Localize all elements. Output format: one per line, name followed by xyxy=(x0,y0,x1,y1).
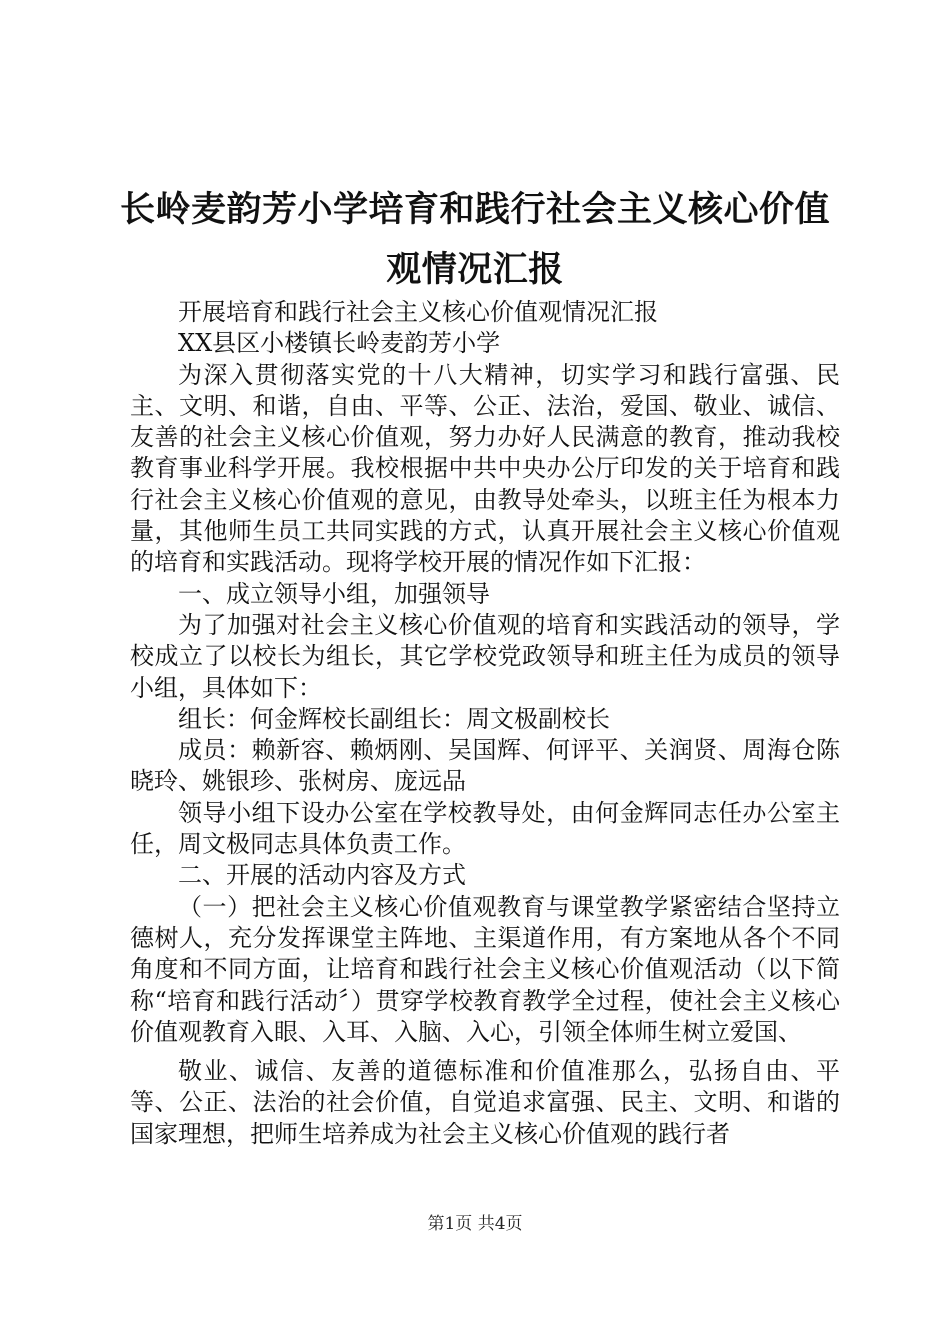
paragraph-leaders: 组长：何金辉校长副组长：周文极副校长 xyxy=(178,704,610,733)
paragraph-activity-1-cont: 敬业、诚信、友善的道德标准和价值准那么，弘扬自由、平等、公正、法治的社会价值，自觉追求富强、民主、文明、和谐的国家理想，把师生培养成为社会主义核心价值观的践行者 xyxy=(130,1057,840,1148)
paragraph-members: 成员：赖新容、赖炳刚、吴国辉、何评平、关润贤、周海仓陈晓玲、姚银珍、张树房、庞远品 xyxy=(130,736,840,796)
paragraph-intro: 为深入贯彻落实党的十八大精神，切实学习和践行富强、民主、文明、和谐，自由、平等、公正、法治，爱国、敬业、诚信、友善的社会主义核心价值观，努力办好人民满意的教育，推动我校教育事业科学开展。我校根据中共中央办公厅印发的关于培育和践行社会主义核心价值观的意见，由教导处牵头，以班主任为根本力量，其他师生员工共同实践的方式，认真开展社会主义核心价值观的培育和实践活动。现将学校开展的情况作如下汇报： xyxy=(130,360,840,577)
document-title-line-1: 长岭麦韵芳小学培育和践行社会主义核心价值 xyxy=(119,190,830,230)
section-heading-2: 二、开展的活动内容及方式 xyxy=(178,861,466,890)
paragraph-leadership: 为了加强对社会主义核心价值观的培育和实践活动的领导，学校成立了以校长为组长，其它学校党政领导和班主任为成员的领导小组，具体如下： xyxy=(130,610,840,702)
document-title-line-2: 观情况汇报 xyxy=(386,250,564,290)
section-heading-1: 一、成立领导小组，加强领导 xyxy=(178,579,490,608)
document-body xyxy=(130,297,840,1150)
paragraph-office: 领导小组下设办公室在学校教导处，由何金辉同志任办公室主任，周文极同志具体负责工作。 xyxy=(130,798,840,859)
paragraph-subtitle: 开展培育和践行社会主义核心价值观情况汇报 xyxy=(178,298,658,326)
paragraph-activity-1: （一）把社会主义核心价值观教育与课堂教学紧密结合坚持立德树人，充分发挥课堂主阵地、主渠道作用，有方案地从各个不同角度和不同方面，让培育和践行社会主义核心价值观活动（以下简称“培育和践行活动〞）贯穿学校教育教学全过程，使社会主义核心价值观教育入眼、入耳、入脑、入心，引领全体师生树立爱国、 xyxy=(130,892,840,1046)
page-footer: 第1页 共4页 xyxy=(427,1214,523,1234)
paragraph-school: XX县区小楼镇长岭麦韵芳小学 xyxy=(178,329,501,358)
